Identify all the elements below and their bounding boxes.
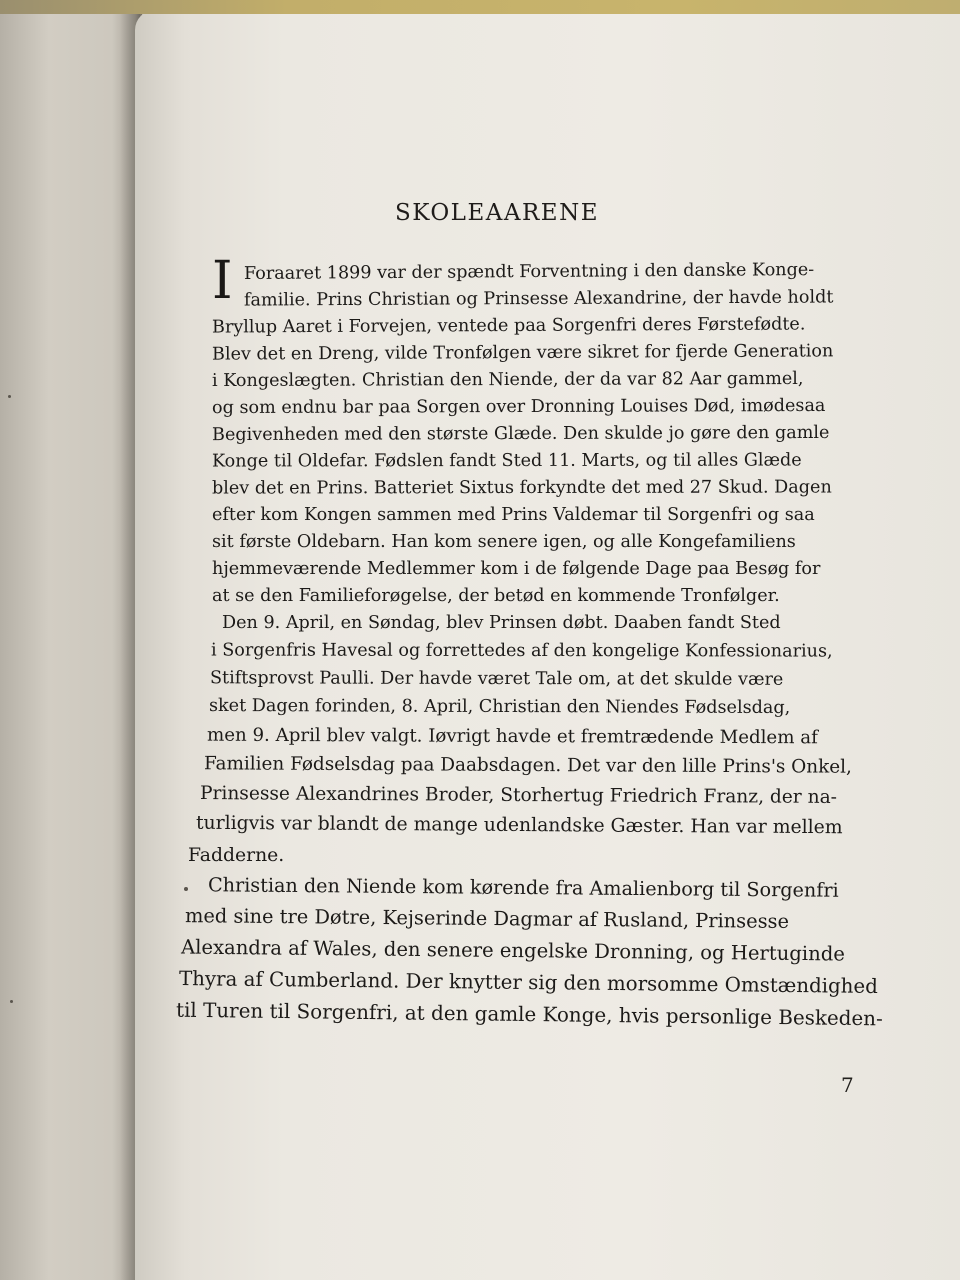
page-number: 7 (841, 1073, 854, 1097)
text-line: at se den Familieforøgelse, der betød en kommende Tronfølger. (212, 586, 780, 606)
text-line: blev det en Prins. Batteriet Sixtus forkyndte det med 27 Skud. Dagen (211, 477, 832, 499)
text-line: Thyra af Cumberland. Der knytter sig den morsomme Omstændighed (178, 967, 878, 998)
text-line: Familien Fødselsdag paa Daabsdagen. Det var den lille Prins's Onkel, (203, 753, 852, 778)
text-line: Fadderne. (188, 845, 285, 866)
text-line: Begivenheden med den største Glæde. Den skulde jo gøre den gamle (211, 422, 830, 446)
text-line: Foraaret 1899 var der spændt Forventning i den danske Konge- (243, 260, 815, 284)
text-line: familie. Prins Christian og Prinsesse Alexandrine, der havde holdt (243, 287, 834, 311)
text-line: i Sorgenfris Havesal og forrettedes af den kongelige Konfessionarius, (210, 640, 833, 662)
text-line: Stiftsprovst Paulli. Der havde været Tale om, at det skulde være (209, 668, 784, 690)
text-line: og som endnu bar paa Sorgen over Dronning Louises Død, imødesaa (211, 395, 826, 419)
text-line: Bryllup Aaret i Forvejen, ventede paa Sorgenfri deres Førstefødte. (211, 314, 806, 338)
text-line: Prinsesse Alexandrines Broder, Storhertug Friedrich Franz, der na- (199, 783, 838, 808)
text-line: Alexandra af Wales, den senere engelske Dronning, og Hertuginde (180, 935, 846, 966)
text-line: Den 9. April, en Søndag, blev Prinsen døbt. Daaben fandt Sted (222, 613, 781, 633)
text-line: sit første Oldebarn. Han kom senere igen, og alle Kongefamiliens (212, 532, 796, 552)
text-line: sket Dagen forinden, 8. April, Christian den Niendes Fødselsdag, (208, 695, 791, 719)
text-line: men 9. April blev valgt. Iøvrigt havde et fremtrædende Medlem af (206, 724, 818, 749)
text-line: turligvis var blandt de mange udenlandske Gæster. Han var mellem (195, 812, 843, 839)
chapter-title: SKOLEAARENE (395, 200, 599, 226)
text-line: efter kom Kongen sammen med Prins Valdemar til Sorgenfri og saa (212, 505, 815, 525)
drop-cap: I (212, 251, 233, 311)
text-line: med sine tre Døtre, Kejserinde Dagmar af Rusland, Prinsesse (184, 904, 790, 933)
text-line: hjemmeværende Medlemmer kom i de følgende Dage paa Besøg for (212, 559, 821, 579)
text-line: Konge til Oldefar. Fødslen fandt Sted 11. Marts, og til alles Glæde (211, 450, 802, 472)
text-line: Christian den Niende kom kørende fra Amalienborg til Sorgenfri (207, 873, 839, 902)
text-line: Blev det en Dreng, vilde Tronfølgen være sikret for fjerde Generation (211, 341, 834, 365)
text-line: i Kongeslægten. Christian den Niende, der da var 82 Aar gammel, (211, 368, 804, 392)
text-line: til Turen til Sorgenfri, at den gamle Konge, hvis personlige Beskeden- (175, 998, 883, 1031)
